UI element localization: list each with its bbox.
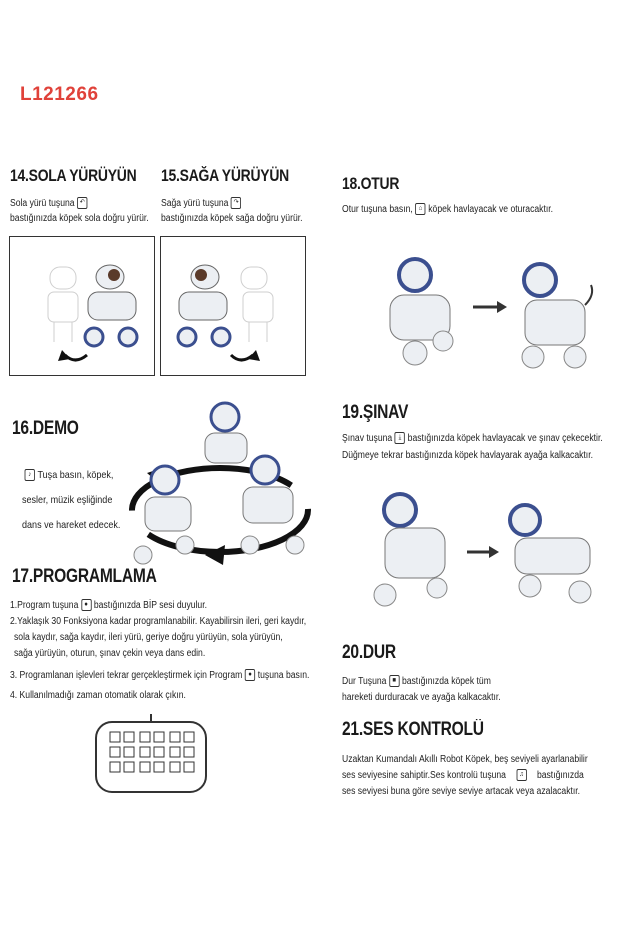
walk-left-button-icon: ↶	[77, 197, 87, 209]
section-17-item-2b: sola kaydır, sağa kaydır, ileri yürü, geriye doğru yürüyün, sola yürüyün,	[14, 632, 283, 643]
sit-button-icon: ⌂	[415, 203, 425, 215]
section-15-title: 15.SAĞA YÜRÜYÜN	[161, 166, 290, 185]
program-button-icon: ●	[245, 669, 255, 681]
section-20-line1: Dur Tuşuna ■ bastığınızda köpek tüm	[342, 676, 491, 687]
section-21-title: 21.SES KONTROLÜ	[342, 719, 484, 740]
section-19-title: 19.ŞINAV	[342, 402, 409, 423]
section-17-item-2: 2.Yaklaşık 30 Fonksiyona kadar programlanabilir. Kayabilirsin ileri, geri kaydır,	[10, 616, 307, 627]
section-17-item-1: 1.Program tuşuna ● bastığınızda BİP sesi duyulur.	[10, 600, 207, 611]
section-16-image	[125, 395, 315, 575]
section-16-line1: ♪ Tuşa basın, köpek,	[22, 466, 113, 484]
section-17-item-3: 3. Programlanan işlevleri tekrar gerçekleştirmek için Program ● tuşuna basın.	[10, 670, 310, 681]
section-17-item-2c: sağa yürüyün, oturun, şınav çekin veya dans edin.	[14, 648, 206, 659]
section-14-title: 14.SOLA YÜRÜYÜN	[10, 166, 137, 185]
section-18-line1: Otur tuşuna basın, ⌂ köpek havlayacak ve oturacaktır.	[342, 204, 554, 215]
robot-dog-sit-illustration	[375, 245, 605, 385]
volume-button-icon: ♫	[516, 769, 526, 781]
section-14-line2: bastığınızda köpek sola doğru yürür.	[10, 213, 149, 224]
section-20-title: 20.DUR	[342, 642, 396, 663]
section-14-line1: Sola yürü tuşuna ↶	[10, 196, 90, 212]
section-17-title: 17.PROGRAMLAMA	[12, 566, 157, 587]
robot-dog-walk-right-illustration	[161, 237, 305, 375]
section-20-line2: hareketi durduracak ve ayağa kalkacaktır.	[342, 692, 501, 703]
section-16-title: 16.DEMO	[12, 418, 79, 439]
section-21-line2: ses seviyesine sahiptir.Ses kontrolü tuşuna ♫ bastığınızda	[342, 770, 584, 781]
section-18-image	[375, 245, 605, 385]
section-21-line3: ses seviyesi buna göre seviye seviye artacak veya azalacaktır.	[342, 786, 581, 797]
stop-button-icon: ■	[389, 675, 399, 687]
pushup-button-icon: ⤓	[395, 432, 405, 444]
section-15-image	[160, 236, 306, 376]
section-18-title: 18.OTUR	[342, 174, 400, 193]
section-19-line2: Düğmeye tekrar bastığınızda köpek havlayarak ayağa kalkacaktır.	[342, 450, 593, 461]
section-15-line1: Sağa yürü tuşuna ↷	[161, 196, 244, 212]
demo-button-icon: ♪	[25, 469, 35, 481]
remote-control-illustration	[92, 712, 210, 798]
section-14-image	[9, 236, 155, 376]
robot-dog-demo-illustration	[125, 395, 315, 575]
robot-dog-walk-left-illustration	[10, 237, 154, 375]
product-code: L121266	[20, 84, 99, 105]
section-21-line1: Uzaktan Kumandalı Akıllı Robot Köpek, beş seviyeli ayarlanabilir	[342, 754, 588, 765]
section-19-line1: Şınav tuşuna ⤓ bastığınızda köpek havlayacak ve şınav çekecektir.	[342, 433, 603, 444]
robot-dog-pushup-illustration	[365, 480, 610, 620]
remote-control-image	[92, 712, 210, 798]
section-15-line2: bastığınızda köpek sağa doğru yürür.	[161, 213, 303, 224]
walk-right-button-icon: ↷	[231, 197, 241, 209]
section-19-image	[365, 480, 610, 620]
program-button-icon: ●	[81, 599, 91, 611]
section-17-item-4: 4. Kullanılmadığı zaman otomatik olarak çıkın.	[10, 690, 186, 701]
section-16-line3: dans ve hareket edecek.	[22, 519, 121, 531]
section-16-line2: sesler, müzik eşliğinde	[22, 494, 113, 506]
